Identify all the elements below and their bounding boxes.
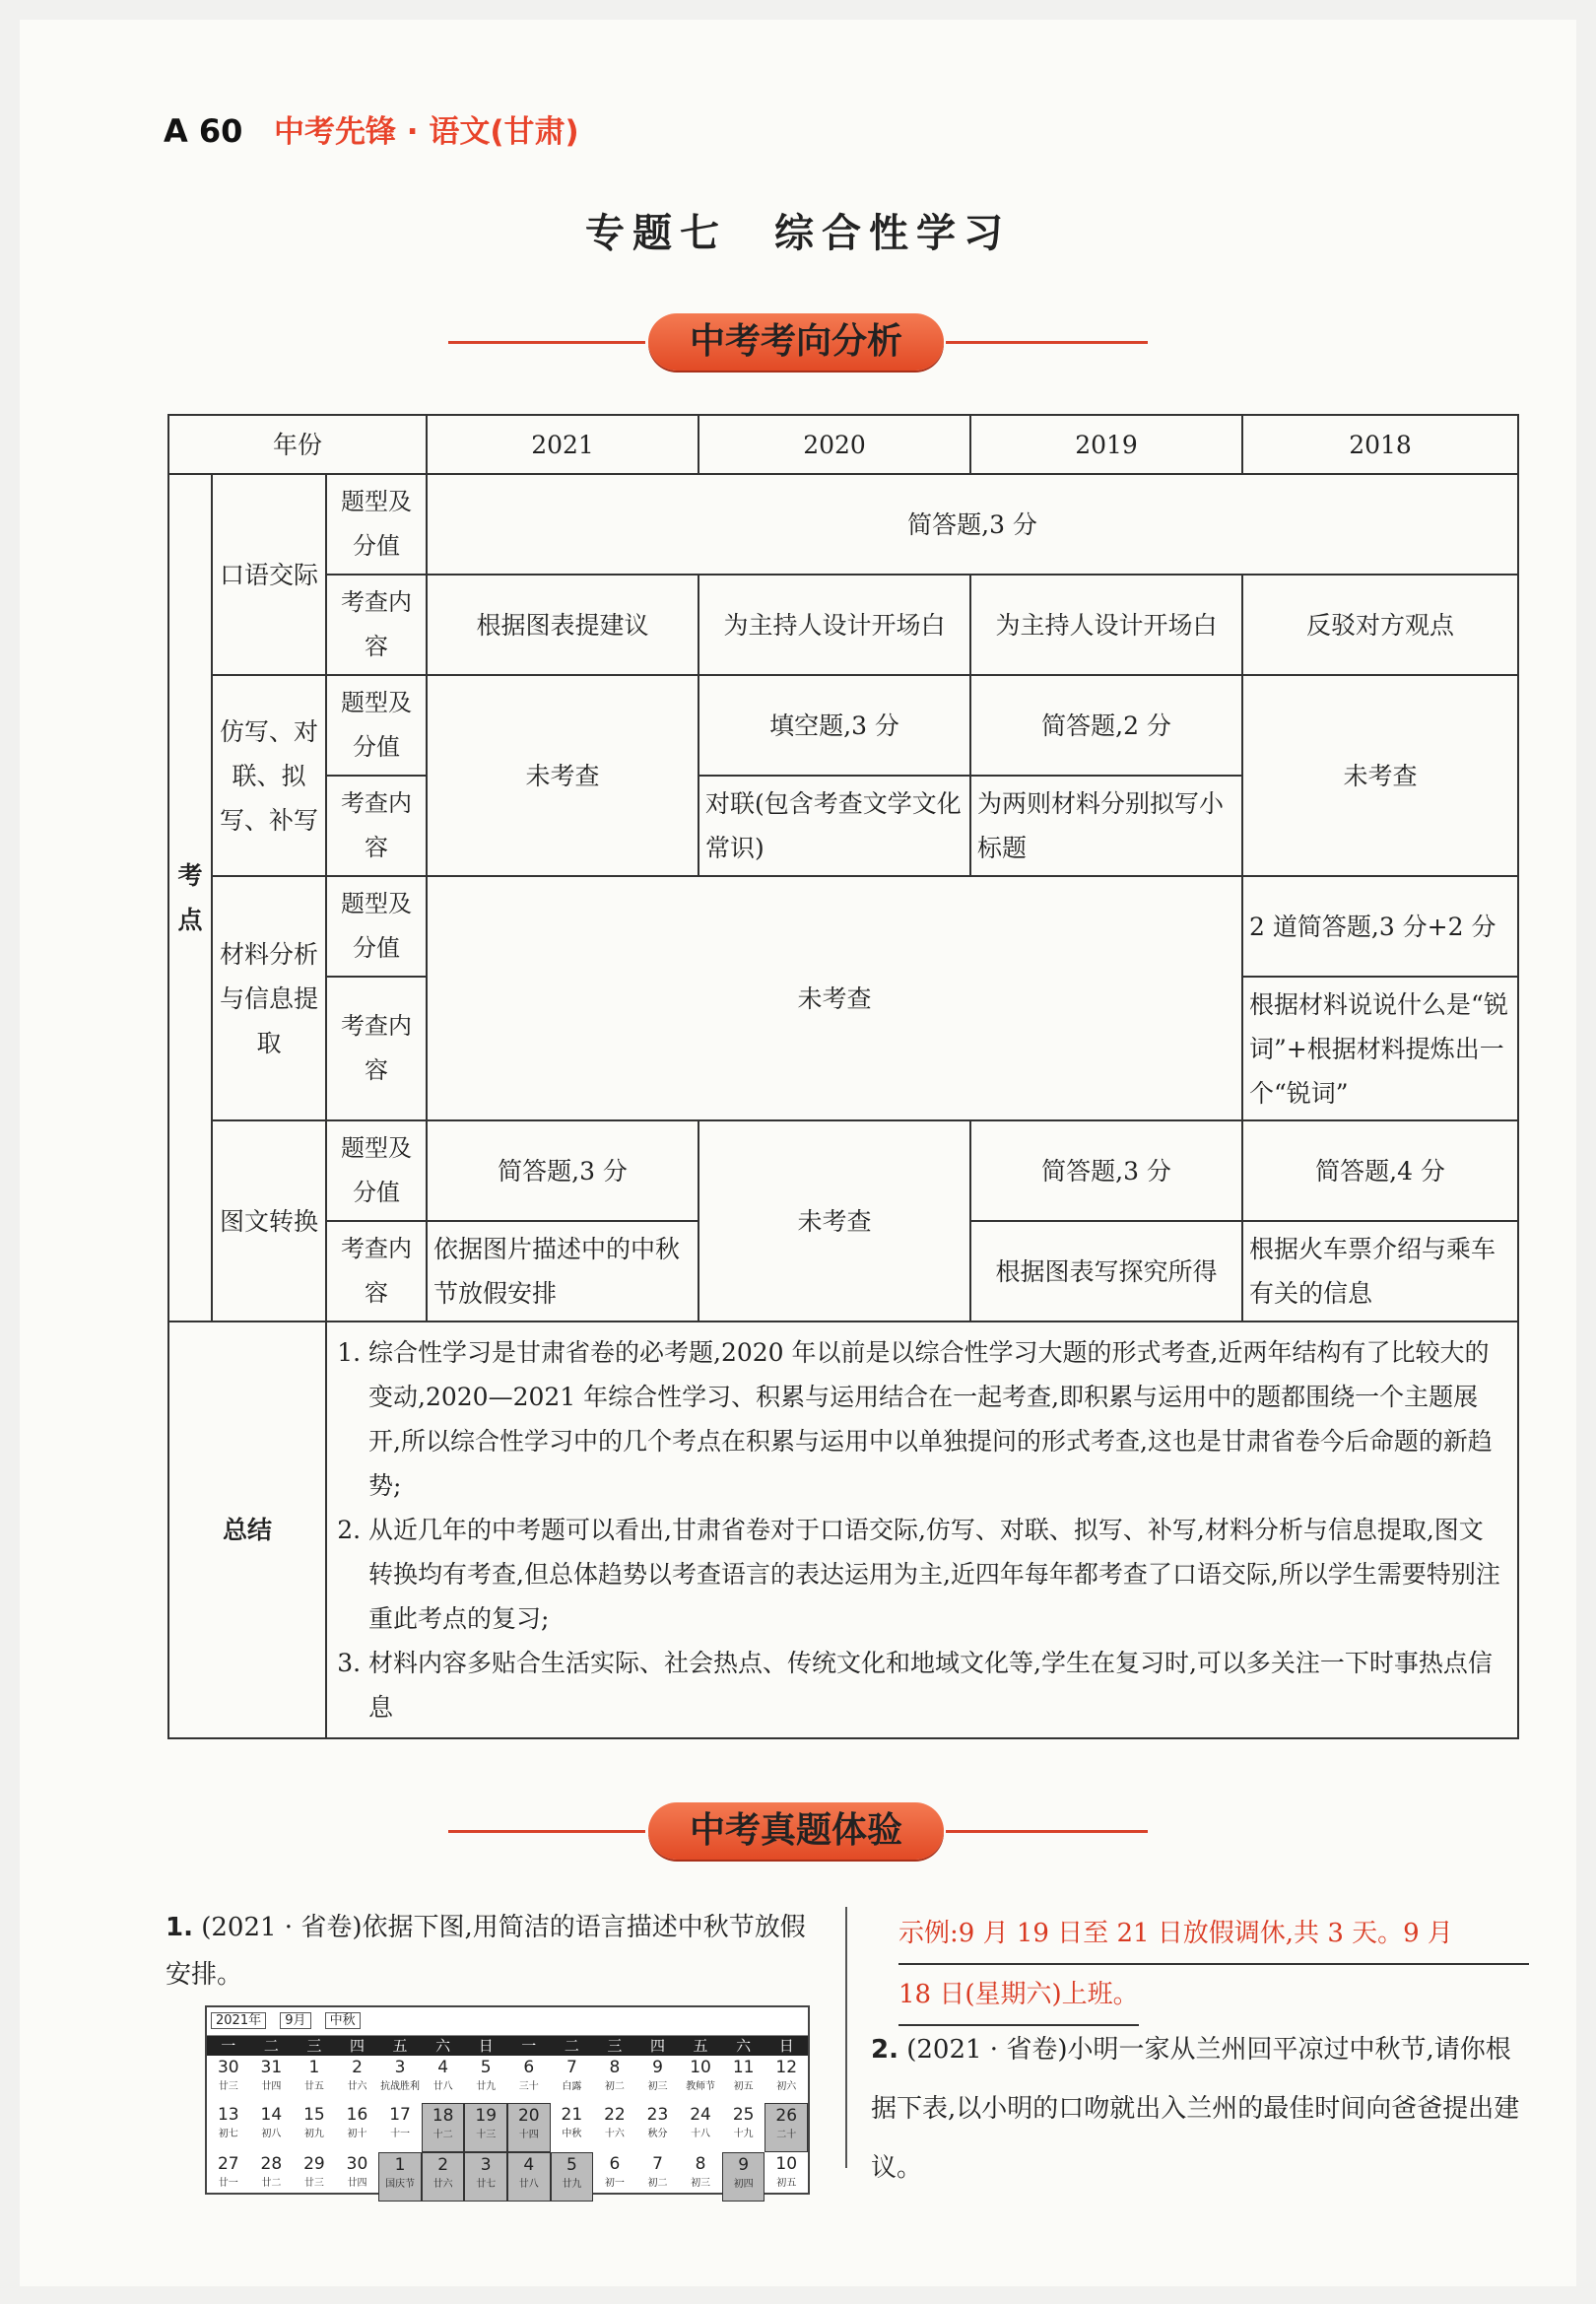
calendar-day-lunar: 廿八 (432, 2081, 453, 2092)
calendar-day (636, 2103, 680, 2150)
calendar-day-number: 4 (437, 2058, 449, 2077)
category-graphic: 图文转换 (212, 1120, 326, 1321)
row-label: 考查内容 (326, 1221, 427, 1321)
cell: 为两则材料分别拟写小标题 (970, 776, 1242, 876)
calendar-day (593, 2152, 636, 2200)
calendar-day-lunar: 廿九 (562, 2179, 582, 2190)
question-1 (166, 1904, 826, 1999)
question-number: 2. (871, 2035, 898, 2065)
calendar-day-lunar: 中秋 (562, 2129, 582, 2139)
summary-label: 总结 (168, 1321, 326, 1738)
cell: 根据材料说说什么是“锐词”+根据材料提炼出一个“锐词” (1242, 977, 1518, 1120)
calendar-day-number: 13 (217, 2105, 239, 2125)
calendar-weekday: 二 (564, 2037, 579, 2055)
cell: 未考查 (698, 1120, 970, 1321)
cell: 根据图表提建议 (427, 575, 698, 675)
calendar-day (293, 2152, 336, 2200)
calendar-weekday: 一 (221, 2037, 236, 2055)
calendar-day-number: 10 (775, 2154, 798, 2174)
calendar-day-number: 23 (646, 2105, 669, 2125)
calendar-day-lunar: 初三 (691, 2178, 711, 2189)
calendar-grid (207, 2056, 808, 2202)
calendar-day-lunar: 初十 (347, 2129, 367, 2139)
calendar-day-number: 7 (652, 2154, 663, 2174)
calendar-day (378, 2103, 422, 2150)
cell: 对联(包含考查文学文化常识) (698, 776, 970, 876)
calendar-day-lunar: 廿九 (476, 2081, 497, 2092)
calendar-day-number: 16 (346, 2105, 368, 2125)
calendar-day-lunar: 廿七 (476, 2179, 497, 2190)
calendar-weekday: 六 (736, 2037, 752, 2055)
calendar-day (293, 2056, 336, 2103)
calendar-controls (207, 2007, 808, 2036)
calendar-day-number: 1 (394, 2155, 406, 2175)
year-2021: 2021 (427, 415, 698, 474)
calendar-day-lunar: 廿六 (347, 2081, 367, 2092)
row-label: 题型及分值 (326, 1120, 427, 1221)
calendar-image (205, 2005, 810, 2195)
calendar-day (636, 2056, 680, 2103)
calendar-day-lunar: 三十 (518, 2081, 539, 2092)
calendar-day-number: 25 (732, 2105, 755, 2125)
calendar-day (336, 2152, 379, 2200)
calendar-day-number: 6 (609, 2154, 621, 2174)
table-row (168, 675, 1518, 776)
year-2020: 2020 (698, 415, 970, 474)
calendar-day-number: 12 (775, 2058, 798, 2077)
cell: 反驳对方观点 (1242, 575, 1518, 675)
calendar-weekday: 二 (263, 2037, 279, 2055)
calendar-day (422, 2152, 465, 2202)
summary-content (326, 1321, 1518, 1738)
calendar-day-number: 17 (389, 2105, 411, 2125)
calendar-day-number: 8 (695, 2154, 706, 2174)
page-number: A 60 (164, 112, 243, 150)
cell: 简答题,3 分 (427, 474, 1518, 575)
banner-practice (433, 1796, 1163, 1865)
cell: 为主持人设计开场白 (698, 575, 970, 675)
calendar-day-lunar: 十六 (604, 2129, 625, 2139)
cell: 未考查 (427, 675, 698, 876)
calendar-day-lunar: 廿三 (218, 2081, 238, 2092)
calendar-day-lunar: 十一 (390, 2129, 411, 2139)
book-title: 中考先锋 · 语文(甘肃) (274, 114, 579, 150)
cell: 简答题,3 分 (970, 1120, 1242, 1221)
answer-line: 示例:9 月 19 日至 21 日放假调休,共 3 天。9 月 (898, 1904, 1529, 1965)
cell: 依据图片描述中的中秋节放假安排 (427, 1221, 698, 1321)
cell: 为主持人设计开场白 (970, 575, 1242, 675)
table-row (168, 575, 1518, 675)
calendar-day-lunar: 十九 (733, 2129, 754, 2139)
calendar-day (593, 2056, 636, 2103)
question-text: (2021 · 省卷)依据下图,用简洁的语言描述中秋节放假安排。 (166, 1913, 806, 1990)
calendar-day (551, 2103, 594, 2150)
calendar-weekday: 日 (478, 2037, 494, 2055)
calendar-day-number: 14 (260, 2105, 283, 2125)
calendar-day-number: 10 (690, 2058, 711, 2077)
row-label: 考查内容 (326, 575, 427, 675)
calendar-day (250, 2056, 294, 2103)
table-row (168, 474, 1518, 575)
calendar-day (422, 2103, 465, 2152)
calendar-day (722, 2152, 765, 2202)
calendar-day (464, 2152, 507, 2202)
calendar-day-lunar: 廿八 (518, 2179, 539, 2190)
cell: 简答题,2 分 (970, 675, 1242, 776)
calendar-day-number: 2 (352, 2058, 363, 2077)
answer-1 (898, 1904, 1529, 2026)
calendar-day-lunar: 初八 (261, 2129, 282, 2139)
calendar-day-number: 30 (217, 2058, 239, 2077)
calendar-day-lunar: 廿五 (303, 2081, 324, 2092)
calendar-day (250, 2152, 294, 2200)
cell: 填空题,3 分 (698, 675, 970, 776)
calendar-day-lunar: 初四 (733, 2179, 754, 2190)
row-label: 题型及分值 (326, 876, 427, 977)
calendar-day (422, 2056, 465, 2103)
calendar-day (593, 2103, 636, 2150)
calendar-weekday: 四 (649, 2037, 665, 2055)
category-oral: 口语交际 (212, 474, 326, 675)
calendar-day (636, 2152, 680, 2200)
question-number: 1. (166, 1913, 193, 1942)
banner-practice-label: 中考真题体验 (648, 1802, 944, 1860)
calendar-day (679, 2056, 722, 2103)
calendar-day (679, 2103, 722, 2150)
calendar-day (551, 2056, 594, 2103)
calendar-day (722, 2103, 765, 2150)
calendar-day-number: 1 (308, 2058, 320, 2077)
calendar-day (336, 2056, 379, 2103)
calendar-day-number: 9 (652, 2058, 663, 2077)
cell: 简答题,3 分 (427, 1120, 698, 1221)
calendar-day (250, 2103, 294, 2150)
calendar-day-lunar: 初三 (647, 2081, 668, 2092)
calendar-day-lunar: 白露 (562, 2081, 582, 2092)
row-label: 题型及分值 (326, 474, 427, 575)
calendar-day-lunar: 十三 (476, 2130, 497, 2140)
cell: 根据图表写探究所得 (970, 1221, 1242, 1321)
calendar-day-number: 30 (346, 2154, 368, 2174)
calendar-holiday-select: 中秋 (325, 2012, 361, 2029)
calendar-day-number: 18 (432, 2106, 454, 2126)
calendar-weekdays (207, 2036, 808, 2056)
calendar-day-lunar: 抗战胜利 (380, 2081, 421, 2092)
cell: 未考查 (1242, 675, 1518, 876)
calendar-day (336, 2103, 379, 2150)
calendar-day-lunar: 初九 (303, 2129, 324, 2139)
row-label: 题型及分值 (326, 675, 427, 776)
question-2 (871, 2020, 1531, 2198)
calendar-day-lunar: 廿三 (303, 2178, 324, 2189)
calendar-day-lunar: 秋分 (647, 2129, 668, 2139)
calendar-weekday: 三 (306, 2037, 322, 2055)
calendar-day-number: 19 (475, 2106, 498, 2126)
calendar-day-lunar: 初二 (647, 2178, 668, 2189)
topic-title: 专题七 综合性学习 (585, 210, 1011, 256)
calendar-day-number: 9 (738, 2155, 750, 2175)
calendar-day-number: 2 (437, 2155, 449, 2175)
calendar-day-number: 27 (217, 2154, 239, 2174)
calendar-day (464, 2103, 507, 2152)
calendar-day-number: 11 (732, 2058, 755, 2077)
calendar-day (378, 2152, 422, 2202)
calendar-day (507, 2152, 551, 2202)
calendar-weekday: 日 (778, 2037, 794, 2055)
calendar-day-lunar: 十八 (691, 2129, 711, 2139)
calendar-day-lunar: 初一 (604, 2178, 625, 2189)
year-row (168, 415, 1518, 474)
calendar-day-lunar: 廿二 (261, 2178, 282, 2189)
calendar-day-number: 6 (523, 2058, 535, 2077)
summary-item: 1. 综合性学习是甘肃省卷的必考题,2020 年以前是以综合性学习大题的形式考查,近两年结构有了比较大的变动,2020—2021 年综合性学习、积累与运用结合在一起考查,即积累与运用中的题都围绕一个主题展开,所以综合性学习中的几个考点在积累与运用中以单独提问的形式考查,这也是甘肃省卷今后命题的新趋势; (368, 1330, 1505, 1508)
calendar-day-lunar: 初五 (776, 2178, 797, 2189)
column-divider (845, 1907, 847, 2168)
cell: 2 道简答题,3 分+2 分 (1242, 876, 1518, 977)
answer-line: 18 日(星期六)上班。 (898, 1965, 1139, 2026)
calendar-day-number: 24 (690, 2105, 711, 2125)
calendar-day-lunar: 廿六 (432, 2179, 453, 2190)
calendar-day (507, 2103, 551, 2152)
banner-analysis-label: 中考考向分析 (648, 313, 944, 371)
calendar-day-lunar: 廿一 (218, 2178, 238, 2189)
kaodian-label: 考点 (168, 474, 212, 1321)
calendar-day (551, 2152, 594, 2202)
calendar-day-lunar: 廿四 (261, 2081, 282, 2092)
category-material: 材料分析与信息提取 (212, 876, 326, 1120)
calendar-day (722, 2056, 765, 2103)
summary-row (168, 1321, 1518, 1738)
category-imitation: 仿写、对联、拟写、补写 (212, 675, 326, 876)
calendar-day (207, 2152, 250, 2200)
calendar-day-lunar: 初六 (776, 2081, 797, 2092)
calendar-day-number: 28 (260, 2154, 283, 2174)
calendar-weekday: 三 (607, 2037, 623, 2055)
calendar-day-lunar: 国庆节 (385, 2179, 416, 2190)
calendar-day-lunar: 教师节 (686, 2081, 716, 2092)
calendar-weekday: 五 (392, 2037, 408, 2055)
calendar-day (207, 2103, 250, 2150)
summary-item: 2. 从近几年的中考题可以看出,甘肃省卷对于口语交际,仿写、对联、拟写、补写,材料分析与信息提取,图文转换均有考查,但总体趋势以考查语言的表达运用为主,近四年每年都考查了口语交际,所以学生需要特别注重此考点的复习; (368, 1508, 1505, 1641)
row-label: 考查内容 (326, 776, 427, 876)
calendar-day (679, 2152, 722, 2200)
calendar-day-number: 8 (609, 2058, 621, 2077)
row-label: 考查内容 (326, 977, 427, 1120)
calendar-day (378, 2056, 422, 2103)
cell: 未考查 (427, 876, 1242, 1120)
calendar-day-number: 7 (565, 2058, 577, 2077)
calendar-day-number: 5 (480, 2058, 492, 2077)
table-row (168, 1120, 1518, 1221)
calendar-day-number: 31 (260, 2058, 283, 2077)
calendar-day-number: 20 (517, 2106, 540, 2126)
calendar-month-select: 9月 (280, 2012, 310, 2029)
calendar-day-lunar: 初五 (733, 2081, 754, 2092)
cell: 根据火车票介绍与乘车有关的信息 (1242, 1221, 1518, 1321)
calendar-day-number: 22 (604, 2105, 626, 2125)
calendar-day (765, 2152, 808, 2200)
calendar-day (765, 2056, 808, 2103)
calendar-day-number: 29 (303, 2154, 325, 2174)
page-header (164, 106, 579, 151)
calendar-day-lunar: 十二 (432, 2130, 453, 2140)
cell: 简答题,4 分 (1242, 1120, 1518, 1221)
calendar-day (293, 2103, 336, 2150)
calendar-day (207, 2056, 250, 2103)
summary-item: 3. 材料内容多贴合生活实际、社会热点、传统文化和地域文化等,学生在复习时,可以多关注一下时事热点信息 (368, 1641, 1505, 1729)
calendar-weekday: 六 (435, 2037, 451, 2055)
year-label: 年份 (168, 415, 427, 474)
calendar-weekday: 四 (349, 2037, 365, 2055)
exam-analysis-table (167, 414, 1519, 1739)
year-2019: 2019 (970, 415, 1242, 474)
calendar-day-lunar: 初二 (604, 2081, 625, 2092)
calendar-day-lunar: 二十 (776, 2130, 797, 2140)
calendar-day-number: 26 (775, 2106, 798, 2126)
year-2018: 2018 (1242, 415, 1518, 474)
calendar-day-lunar: 初七 (218, 2129, 238, 2139)
calendar-day-number: 3 (394, 2058, 406, 2077)
calendar-day-number: 4 (523, 2155, 535, 2175)
table-row (168, 876, 1518, 977)
question-text: (2021 · 省卷)小明一家从兰州回平凉过中秋节,请你根据下表,以小明的口吻就出入兰州的最佳时间向爸爸提出建议。 (871, 2035, 1520, 2183)
calendar-day (507, 2056, 551, 2103)
calendar-day-lunar: 廿四 (347, 2178, 367, 2189)
banner-analysis (433, 307, 1163, 376)
calendar-day-lunar: 十四 (518, 2130, 539, 2140)
calendar-year-select: 2021年 (211, 2012, 266, 2029)
calendar-day (464, 2056, 507, 2103)
calendar-weekday: 五 (693, 2037, 708, 2055)
calendar-day (765, 2103, 808, 2152)
calendar-day-number: 3 (480, 2155, 492, 2175)
calendar-day-number: 15 (303, 2105, 325, 2125)
calendar-day-number: 21 (561, 2105, 583, 2125)
calendar-weekday: 一 (521, 2037, 537, 2055)
calendar-day-number: 5 (565, 2155, 577, 2175)
